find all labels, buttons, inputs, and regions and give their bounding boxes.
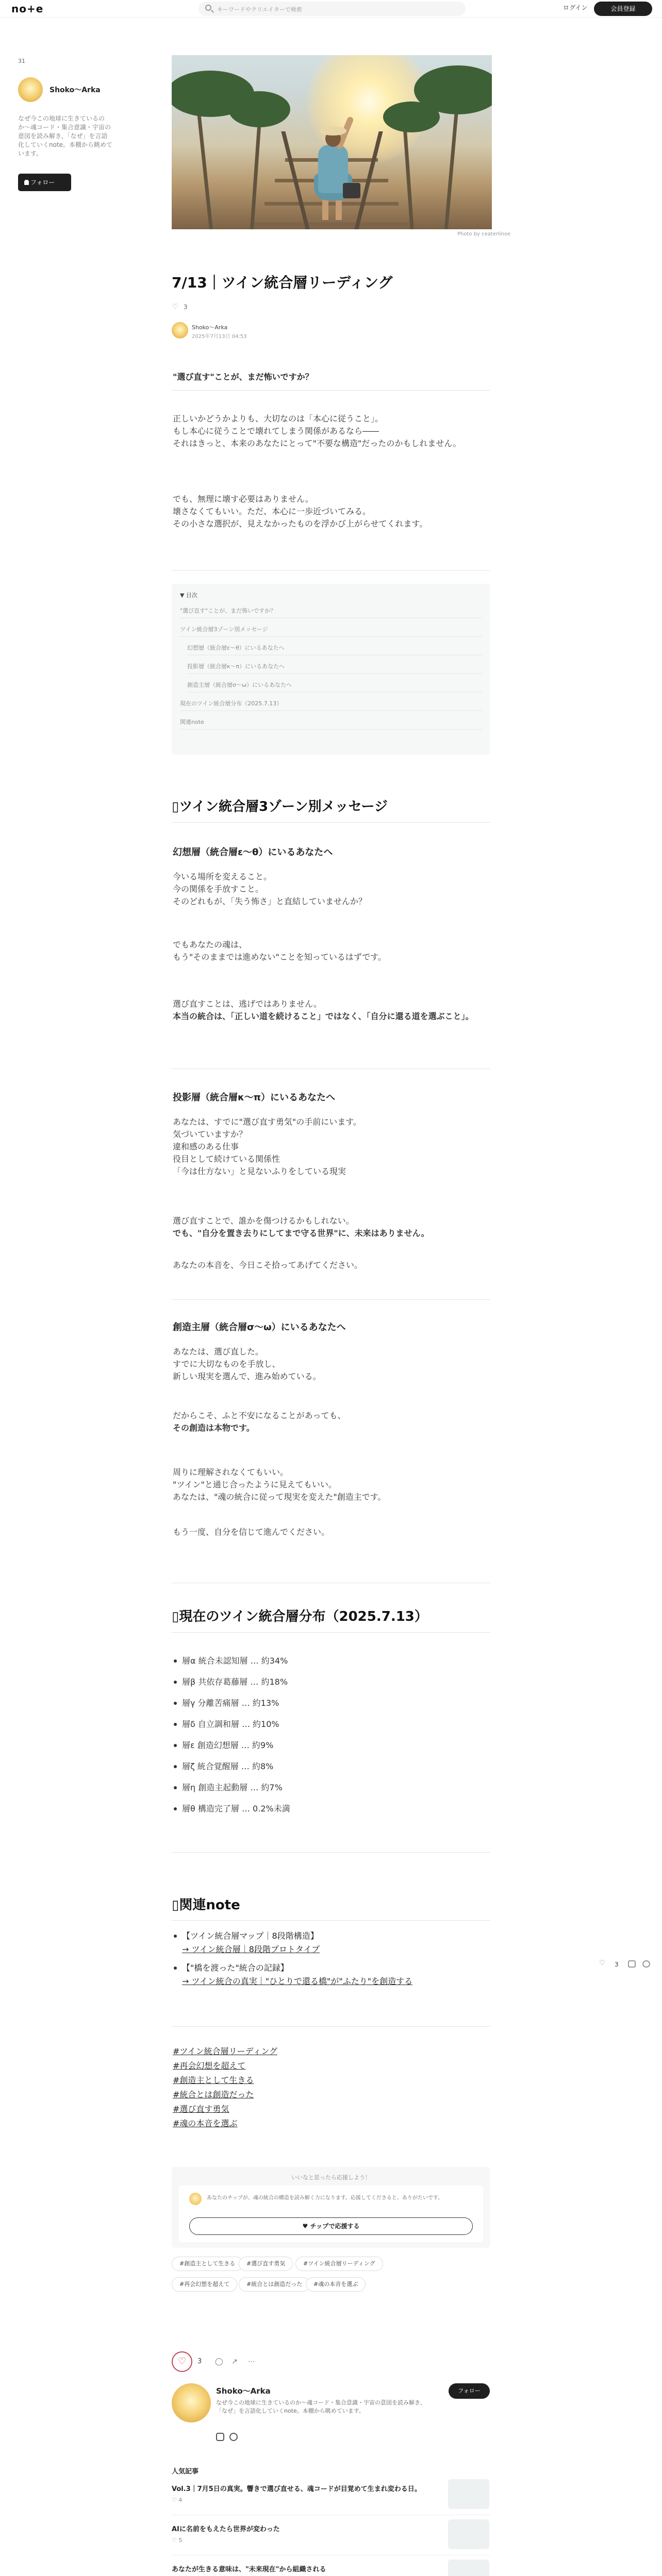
palm-leaves bbox=[383, 101, 440, 132]
zone3-paragraph-1 bbox=[173, 1346, 482, 1383]
author-name[interactable]: Shoko〜Arka bbox=[49, 86, 101, 94]
related-link[interactable] bbox=[173, 1975, 482, 1988]
profile-name[interactable]: Shoko〜Arka bbox=[216, 2386, 271, 2396]
emphasis-line bbox=[173, 1227, 482, 1240]
like-count: 3 bbox=[197, 2358, 202, 2365]
emphasis-line: その創造は本物です。 bbox=[173, 1423, 255, 1433]
profile-bio: なぜ今この地球に生きているのか〜魂コード・集合意識・宇宙の意図を読み解き、「なぜ」を言語化していくnote。本棚から眺めています。 bbox=[216, 2399, 426, 2414]
list-item: 層δ 自立調和層 … 約10% bbox=[173, 1718, 482, 1739]
zone3-paragraph-3 bbox=[173, 1466, 482, 1503]
palm-leaves bbox=[228, 91, 290, 127]
related-link[interactable] bbox=[173, 1943, 482, 1962]
follow-button[interactable] bbox=[18, 174, 71, 191]
rss-icon[interactable] bbox=[229, 2433, 238, 2441]
text-line: その小さな選択が、見えなかったものを浮かび上がらせてくれます。 bbox=[173, 519, 428, 529]
sidebar-label: 31 bbox=[18, 58, 25, 64]
divider bbox=[172, 822, 490, 823]
text-line: それはきっと、本来のあなたにとって"不要な構造"だったのかもしれません。 bbox=[173, 438, 461, 448]
tag-chip[interactable]: #ツイン統合層リーディング bbox=[295, 2257, 383, 2271]
zone-heading: 幻想層（統合層ε〜θ）にいるあなたへ bbox=[173, 847, 333, 858]
support-card bbox=[179, 2185, 483, 2242]
divider bbox=[172, 1632, 490, 1633]
person-icon bbox=[24, 180, 29, 185]
text-line: 新しい現実を選んで、進み始めている。 bbox=[173, 1371, 321, 1381]
popular-item[interactable] bbox=[172, 2560, 490, 2576]
figure-leg bbox=[336, 199, 342, 220]
toc-item[interactable]: 投影層（統合層κ〜π）にいるあなたへ bbox=[187, 662, 482, 674]
section-heading: ▯現在のツイン統合層分布（2025.7.13） bbox=[172, 1609, 428, 1624]
hashtag-link[interactable]: #統合とは創造だった bbox=[173, 2090, 254, 2099]
suitcase bbox=[343, 183, 360, 198]
divider bbox=[172, 1852, 490, 1853]
search-placeholder: キーワードやクリエイターで検索 bbox=[217, 6, 302, 13]
list-item: 層γ 分離苦痛層 … 約13% bbox=[173, 1697, 482, 1718]
divider bbox=[172, 390, 490, 391]
figure-hat bbox=[320, 126, 346, 135]
author-avatar[interactable] bbox=[18, 77, 43, 102]
emphasis-line: 本当の統合は、「正しい道を続けること」ではなく、「自分に還る道を選ぶこと」。 bbox=[173, 1011, 474, 1021]
text-line: 周りに理解されなくてもいい。 bbox=[173, 1467, 289, 1477]
list-item: 層η 創造主起動層 … 約7% bbox=[173, 1782, 482, 1803]
divider bbox=[172, 2026, 490, 2027]
toc-item[interactable]: 創造主層（統合層σ〜ω）にいるあなたへ bbox=[187, 681, 482, 692]
toc-item[interactable]: 幻想層（統合層ε〜θ）にいるあなたへ bbox=[187, 643, 482, 655]
more-icon[interactable]: ⋯ bbox=[248, 2358, 255, 2366]
author-bio: なぜ今この地球に生きているのか〜魂コード・集合意識・宇宙の意図を読み解き、「なぜ」を言語化していくnote。本棚から眺めています。 bbox=[18, 115, 113, 157]
text-line: あなたは、選び直した。 bbox=[173, 1347, 264, 1357]
share-icon[interactable]: ↗ bbox=[231, 2358, 238, 2366]
follow-label: フォロー bbox=[30, 179, 55, 186]
text-line: すでに大切なものを手放し、 bbox=[173, 1359, 280, 1369]
tag-chip[interactable]: #選び直す勇気 bbox=[239, 2257, 293, 2271]
hero-image bbox=[172, 55, 492, 229]
like-count: 3 bbox=[184, 303, 188, 311]
list-item: 層θ 構造完了層 … 0.2%未満 bbox=[173, 1803, 482, 1824]
zone1-paragraph-3 bbox=[173, 998, 482, 1023]
share-icon[interactable] bbox=[628, 1960, 636, 1968]
support-text: あなたのチップが、魂の統合の構造を読み解く力になります。応援してくださると、ありがたいです。 bbox=[207, 2195, 443, 2201]
list-item: 層α 統合未認知層 … 約34% bbox=[173, 1655, 482, 1676]
related-link-text[interactable]: → ツイン統合層｜8段階プロトタイプ bbox=[182, 1944, 320, 1954]
login-link[interactable]: ログイン bbox=[563, 4, 588, 11]
tip-button-label: チップで応援する bbox=[310, 2223, 360, 2230]
text-line: 壊さなくてもいい。ただ、本心に一歩近づいてみる。 bbox=[173, 506, 371, 516]
text-line: 選び直すことは、逃げではありません。 bbox=[173, 999, 322, 1009]
list-item: 層ζ 統合覚醒層 … 約8% bbox=[173, 1760, 482, 1782]
hashtag-link[interactable]: #創造主として生きる bbox=[173, 2075, 254, 2085]
zone-heading: 投影層（統合層κ〜π）にいるあなたへ bbox=[173, 1092, 336, 1103]
popular-like-count: 4 bbox=[178, 2497, 183, 2503]
search-icon bbox=[205, 5, 211, 11]
zone-heading: 創造主層（統合層σ〜ω）にいるあなたへ bbox=[173, 1322, 346, 1333]
popular-title[interactable]: AIに名前をもえたら世界が変わった bbox=[172, 2526, 280, 2533]
rail-tie bbox=[254, 223, 409, 226]
emphasis-text: でも、"自分を置き去りにしてまで守る世界"に、未来はありません。 bbox=[173, 1228, 429, 1238]
toc-item[interactable]: "選び直す"ことが、まだ怖いですか？ bbox=[180, 606, 482, 618]
zone3-paragraph-2 bbox=[173, 1410, 482, 1434]
zone2-paragraph-3: あなたの本音を、今日こそ拾ってあげてください。 bbox=[173, 1260, 363, 1270]
hashtag-list bbox=[173, 2044, 482, 2131]
list-item: 層β 共依存葛藤層 … 約18% bbox=[173, 1676, 482, 1697]
text-line: あなたは、"魂の統合に従って現実を変えた"創造主です。 bbox=[173, 1492, 386, 1502]
toc-item[interactable]: 関連note bbox=[180, 718, 482, 730]
divider bbox=[172, 1920, 490, 1921]
rail-tie bbox=[264, 202, 399, 206]
tip-button[interactable]: ♥ チップで応援する bbox=[189, 2217, 473, 2235]
section-heading: ▯ツイン統合層3ゾーン別メッセージ bbox=[172, 799, 388, 815]
tag-chip[interactable]: #統合とは創造だった bbox=[239, 2277, 310, 2292]
palm-trunk bbox=[250, 112, 262, 229]
related-item: 【ツイン統合層マップ｜8段階構造】 bbox=[173, 1930, 482, 1943]
photo-credit[interactable]: Photo by ceaterlinoe bbox=[457, 231, 511, 237]
text-line: でもあなたの魂は、 bbox=[173, 940, 247, 950]
list-item: 層ε 創造幻想層 … 約9% bbox=[173, 1739, 482, 1760]
heart-icon[interactable]: ♡ bbox=[172, 303, 178, 311]
profile-follow-button[interactable]: フォロー bbox=[449, 2383, 490, 2399]
palm-trunk bbox=[444, 96, 460, 229]
divider bbox=[172, 570, 490, 571]
note-logo[interactable]: no+e bbox=[11, 3, 44, 15]
text-line: もし本心に従うことで壊れてしまう関係があるなら―― bbox=[173, 426, 379, 436]
intro-paragraph-2 bbox=[173, 493, 482, 530]
publish-date: 2025年7月13日 04:53 bbox=[192, 334, 247, 340]
tag-chip[interactable]: #魂の本音を選ぶ bbox=[306, 2277, 366, 2292]
figure-leg bbox=[322, 199, 328, 220]
author-name-small[interactable]: Shoko〜Arka bbox=[192, 324, 228, 331]
tag-chip[interactable]: #再会幻想を超えて bbox=[172, 2277, 237, 2292]
text-line: 役目として続けている関係性 bbox=[173, 1154, 280, 1164]
popular-like-count: 5 bbox=[178, 2537, 183, 2544]
article-title: 7/13｜ツイン統合層リーディング bbox=[172, 274, 393, 291]
zone1-paragraph-1 bbox=[173, 871, 482, 908]
toc-toggle[interactable]: ▼ 目次 bbox=[180, 592, 197, 599]
zone3-paragraph-4: もう一度、自分を信じて進んでください。 bbox=[173, 1527, 330, 1537]
hashtag-link[interactable]: #選び直す勇気 bbox=[173, 2104, 229, 2114]
support-caption: いいなと思ったら応援しよう！ bbox=[291, 2174, 371, 2181]
lead-heading: "選び直す"ことが、まだ怖いですか？ bbox=[173, 372, 313, 382]
popular-like: ♡ 5 bbox=[172, 2537, 183, 2544]
popular-thumbnail[interactable] bbox=[448, 2519, 489, 2549]
text-line: でも、無理に壊す必要はありません。 bbox=[173, 494, 313, 504]
text-line: あなたは、すでに"選び直す勇気"の手前にいます。 bbox=[173, 1117, 361, 1127]
comment-icon[interactable]: ◯ bbox=[215, 2358, 223, 2366]
text-line: 違和感のある仕事 bbox=[173, 1142, 239, 1151]
more-icon[interactable] bbox=[642, 1960, 650, 1968]
related-item: 【"橋を渡った"統合の記録】 bbox=[173, 1962, 482, 1975]
floating-like-count: 3 bbox=[615, 1961, 619, 1968]
popular-title[interactable]: Vol.3｜7月5日の真実。響きで選び直せる、魂コードが目覚めて生まれ変わる日。 bbox=[172, 2485, 421, 2493]
popular-like: ♡ 4 bbox=[172, 2497, 183, 2503]
text-line: "ツイン"と通じ合ったように見えてもいい。 bbox=[173, 1480, 337, 1489]
section-heading-text: 関連note bbox=[179, 1897, 240, 1913]
floating-heart-icon[interactable]: ♡ bbox=[599, 1959, 605, 1967]
section-heading-text: 現在のツイン統合層分布（2025.7.13） bbox=[179, 1609, 428, 1624]
popular-thumbnail[interactable] bbox=[448, 2560, 489, 2576]
zone2-paragraph-2 bbox=[173, 1215, 482, 1240]
author-profile-card bbox=[172, 2383, 490, 2450]
popular-title[interactable]: あなたが生きる意味は、"未来現在"から組織される bbox=[172, 2566, 326, 2573]
support-avatar bbox=[189, 2193, 202, 2205]
hashtag-link[interactable]: #ツイン統合層リーディング bbox=[173, 2046, 278, 2056]
text-line: そのどれもが、「失う怖さ」と直結していませんか？ bbox=[173, 896, 367, 906]
section-heading-text: ツイン統合層3ゾーン別メッセージ bbox=[179, 799, 388, 815]
popular-item[interactable] bbox=[172, 2479, 490, 2515]
author-avatar-small[interactable] bbox=[172, 322, 188, 338]
related-link-text[interactable]: → ツイン統合の真実｜"ひとりで還る橋"が"ふたり"を創造する bbox=[182, 1976, 413, 1986]
intro-paragraph-1 bbox=[173, 413, 482, 450]
palm-trunk bbox=[196, 101, 213, 229]
text-line: もう"そのままでは進めない"ことを知っているはずです。 bbox=[173, 952, 386, 962]
section-heading: ▯関連note bbox=[172, 1897, 240, 1913]
related-list bbox=[173, 1930, 482, 1988]
tag-chip[interactable]: #創造主として生きる bbox=[172, 2257, 243, 2271]
popular-item[interactable] bbox=[172, 2519, 490, 2555]
hashtag-link[interactable]: #再会幻想を超えて bbox=[173, 2061, 246, 2071]
popular-heading: 人気記事 bbox=[172, 2468, 199, 2476]
header bbox=[0, 0, 662, 18]
text-line: 選び直すことで、誰かを傷つけるかもしれない。 bbox=[173, 1216, 354, 1226]
action-row bbox=[172, 2351, 490, 2372]
zone2-paragraph-1 bbox=[173, 1116, 482, 1178]
text-line: 「今は仕方ない」と見ないふりをしている現実 bbox=[173, 1166, 346, 1176]
search-bar[interactable] bbox=[198, 2, 466, 16]
support-box bbox=[172, 2167, 490, 2248]
zone1-paragraph-2 bbox=[173, 939, 482, 963]
toc-item[interactable]: ツイン統合層3ゾーン別メッセージ bbox=[180, 625, 482, 637]
signup-button[interactable]: 会員登録 bbox=[594, 2, 652, 16]
popular-thumbnail[interactable] bbox=[448, 2479, 489, 2509]
table-of-contents bbox=[172, 584, 490, 755]
distribution-list bbox=[173, 1655, 482, 1824]
divider bbox=[172, 1299, 490, 1300]
hashtag-link[interactable]: #魂の本音を選ぶ bbox=[173, 2119, 238, 2128]
profile-avatar[interactable] bbox=[172, 2383, 211, 2422]
instagram-icon[interactable] bbox=[216, 2433, 224, 2441]
toc-item[interactable]: 現在のツイン統合層分布（2025.7.13） bbox=[180, 699, 482, 711]
text-line: だからこそ、ふと不安になることがあっても、 bbox=[173, 1411, 346, 1420]
text-line: 気づいていますか？ bbox=[173, 1129, 247, 1139]
text-line: 正しいかどうかよりも、大切なのは「本心に従うこと」。 bbox=[173, 414, 384, 423]
text-line: 今の関係を手放すこと。 bbox=[173, 884, 264, 894]
like-button[interactable]: ♡ bbox=[172, 2351, 192, 2372]
text-line: 今いる場所を変えること。 bbox=[173, 872, 272, 882]
